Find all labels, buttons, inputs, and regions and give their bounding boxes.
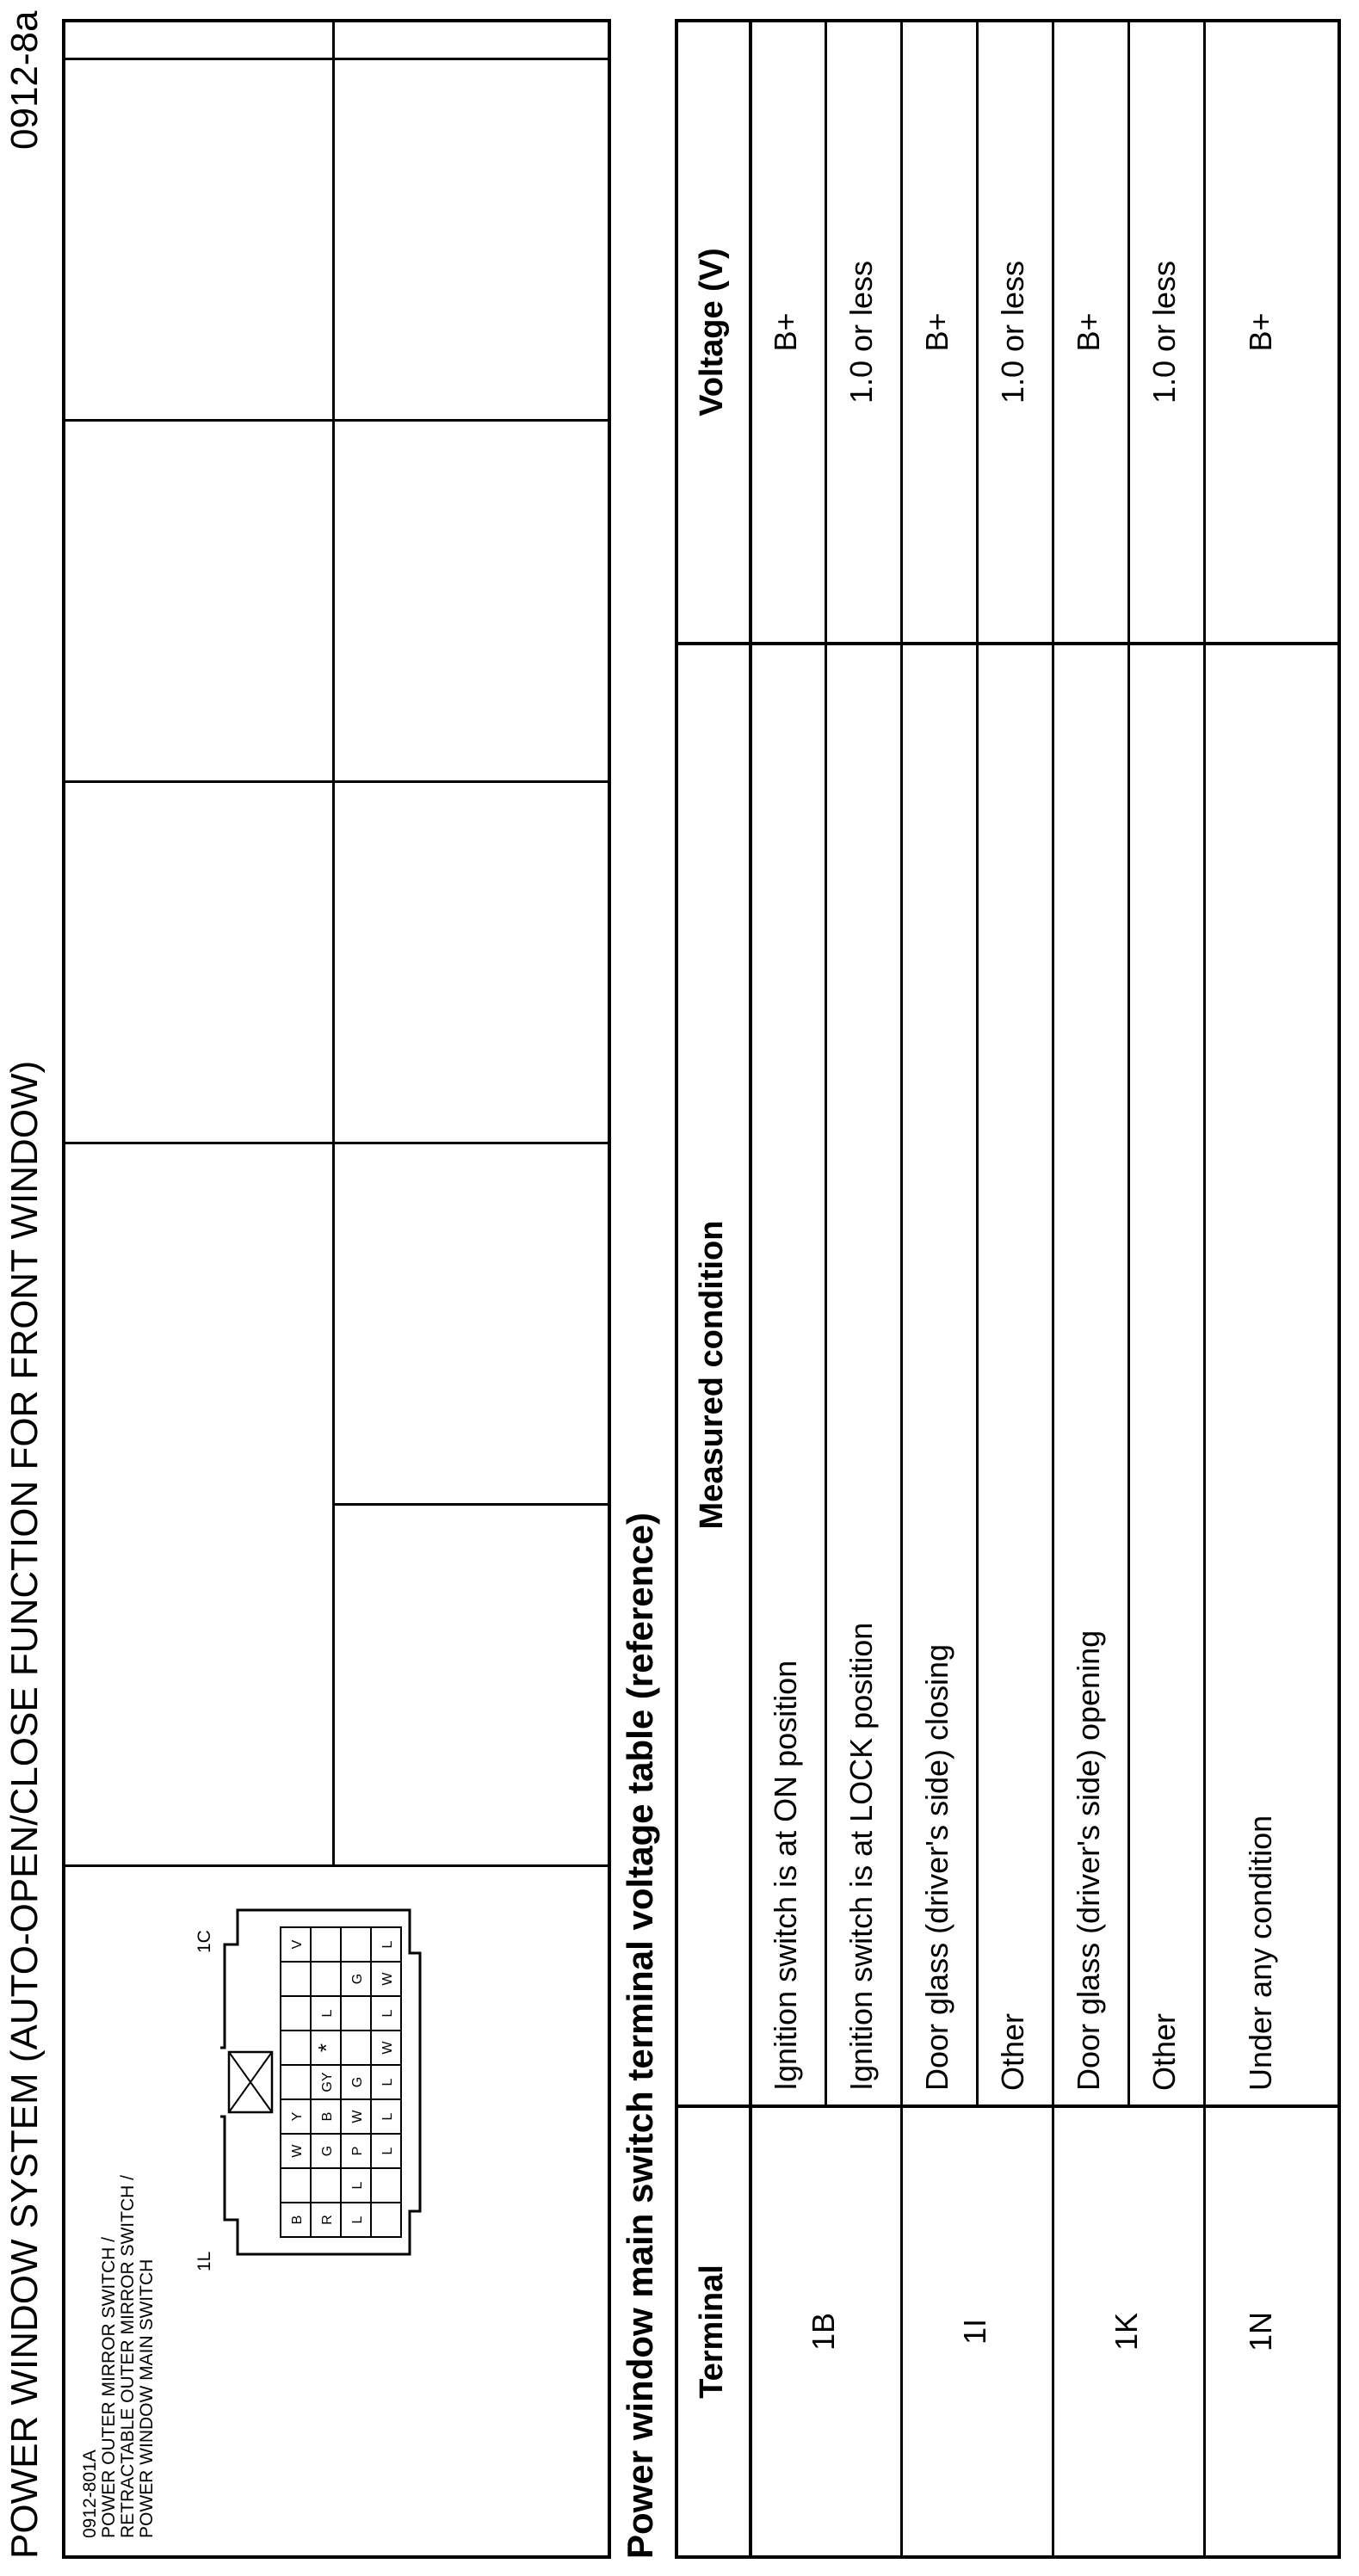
connector-name-line: RETRACTABLE OUTER MIRROR SWITCH / — [118, 2175, 138, 2538]
voltage-cell: B+ — [1243, 312, 1278, 352]
column-divider — [678, 642, 1337, 645]
pin-label: W — [380, 2041, 395, 2055]
header-terminal: Terminal — [694, 2265, 730, 2399]
page-number: 0912-8a — [3, 10, 46, 150]
terminal-cell: 1K — [1109, 2312, 1144, 2351]
pin-label: L — [320, 2009, 335, 2018]
pin-label: L — [380, 2147, 395, 2155]
connector-diagram — [220, 1901, 431, 2263]
page-title: POWER WINDOW SYSTEM (AUTO-OPEN/CLOSE FUNCTION FOR FRONT WINDOW) — [3, 1060, 46, 2559]
voltage-cell: B+ — [919, 312, 954, 352]
terminal-cell: 1I — [957, 2318, 992, 2345]
connector-name-line: POWER OUTER MIRROR SWITCH / — [99, 2237, 119, 2538]
condition-cell: Ignition switch is at ON position — [768, 1660, 803, 2091]
pin-label: G — [350, 1973, 365, 1985]
frame-divider — [65, 1864, 608, 1867]
connector-code: 0912-801A — [80, 2450, 100, 2538]
frame-divider — [65, 58, 608, 60]
connector-label-1c: 1C — [195, 1930, 214, 1953]
frame-divider — [65, 419, 608, 422]
pin-label: Y — [290, 2111, 305, 2122]
pin-label: B — [320, 2111, 335, 2122]
header-condition: Measured condition — [694, 1220, 730, 1530]
pin-label: B — [290, 2215, 305, 2225]
header-voltage: Voltage (V) — [694, 248, 730, 416]
pin-label: L — [350, 2181, 365, 2190]
pin-label: L — [380, 2112, 395, 2121]
connector-info — [81, 2175, 157, 2538]
pin-label: W — [350, 2110, 365, 2123]
row-divider — [1127, 22, 1130, 2108]
terminal-cell: 1N — [1243, 2311, 1278, 2352]
connector-label-1l: 1L — [195, 2251, 214, 2271]
voltage-cell: 1.0 or less — [843, 260, 879, 404]
pin-label: V — [290, 1939, 305, 1950]
pin-label: GY — [320, 2072, 335, 2092]
connector-frame — [62, 19, 611, 2559]
frame-divider — [332, 19, 335, 1867]
condition-cell: Other — [1146, 2012, 1182, 2091]
pin-label: L — [380, 2078, 395, 2086]
pin-label: L — [380, 1940, 395, 1949]
row-divider — [825, 22, 827, 2108]
connector-name-line: POWER WINDOW MAIN SWITCH — [137, 2259, 157, 2538]
row-divider — [1052, 22, 1054, 2555]
pin-label: W — [290, 2144, 305, 2158]
pin-label: W — [380, 1972, 395, 1986]
column-divider — [678, 2105, 1337, 2108]
pin-label: P — [350, 2146, 365, 2156]
pin-label: L — [350, 2215, 365, 2224]
header-divider — [749, 22, 752, 2555]
condition-cell: Other — [995, 2012, 1030, 2091]
pin-label: * — [313, 2043, 339, 2053]
frame-divider — [332, 1503, 608, 1506]
terminal-cell: 1B — [806, 2312, 841, 2351]
voltage-cell: 1.0 or less — [1146, 260, 1182, 404]
frame-divider — [65, 780, 608, 783]
pin-label: G — [350, 2076, 365, 2088]
voltage-cell: B+ — [768, 312, 803, 352]
pin-label: G — [320, 2145, 335, 2157]
condition-cell: Door glass (driver's side) opening — [1071, 1630, 1106, 2091]
pin-label: L — [380, 2009, 395, 2018]
row-divider — [1203, 22, 1206, 2555]
voltage-cell: B+ — [1071, 312, 1106, 352]
row-divider — [976, 22, 979, 2108]
pin-label: R — [320, 2215, 335, 2225]
frame-divider — [65, 1142, 608, 1144]
condition-cell: Ignition switch is at LOCK position — [843, 1622, 879, 2091]
voltage-cell: 1.0 or less — [995, 260, 1030, 404]
connector-svg — [220, 1901, 427, 2263]
voltage-table — [675, 19, 1341, 2559]
condition-cell: Door glass (driver's side) closing — [919, 1643, 954, 2091]
condition-cell: Under any condition — [1243, 1815, 1278, 2091]
table-title: Power window main switch terminal voltage table (reference) — [620, 1513, 660, 2559]
row-divider — [900, 22, 903, 2555]
